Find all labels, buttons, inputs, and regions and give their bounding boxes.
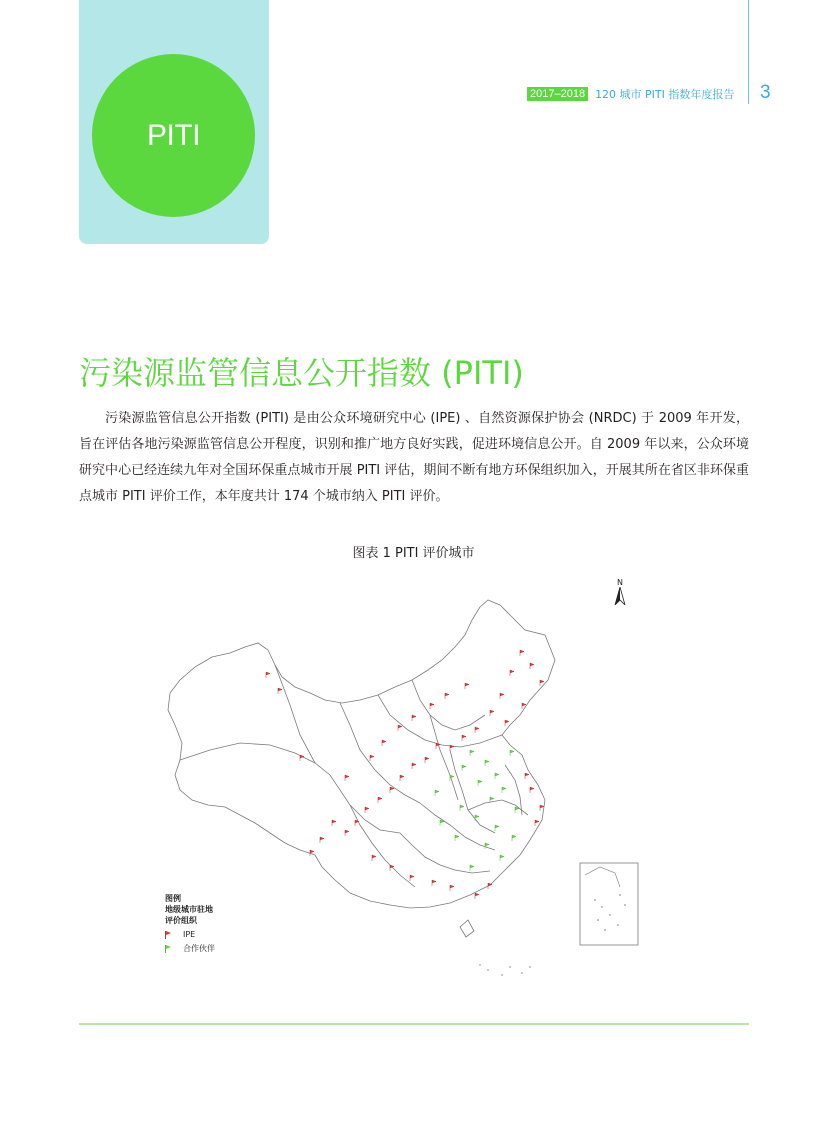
chapter-badge: [92, 54, 255, 217]
year-badge: 2017–2018: [527, 87, 588, 101]
ipe-city-markers: [266, 650, 544, 899]
report-title: 120 城市 PITI 指数年度报告: [595, 88, 735, 101]
header-divider: [748, 0, 749, 104]
figure-caption: 图表 1 PITI 评价城市: [352, 546, 475, 561]
page-number: 3: [760, 82, 771, 103]
legend-item-partner: [165, 943, 215, 954]
north-label: N: [617, 578, 623, 587]
north-arrow: [610, 578, 630, 607]
north-arrow-icon: [613, 587, 627, 605]
running-header: [527, 86, 734, 102]
china-map: [150, 575, 650, 990]
red-flag-icon: [165, 931, 173, 939]
section-title: 污染源监管信息公开指数 (PITI): [79, 354, 524, 392]
green-flag-icon: [165, 945, 173, 953]
legend-subtitle-2: 评价组织: [165, 916, 197, 925]
legend-item-ipe: [165, 929, 215, 940]
inset-south-china-sea: [580, 863, 638, 945]
legend-subtitle-1: 地级城市驻地: [165, 905, 213, 914]
map-legend: [165, 893, 215, 954]
map-outline: [168, 600, 555, 908]
legend-item-label: 合作伙伴: [183, 944, 215, 953]
footer-rule: [79, 1023, 749, 1025]
legend-title: 图例: [165, 894, 181, 903]
chapter-badge-label: PITI: [146, 118, 200, 152]
hainan-island: [460, 920, 474, 937]
legend-item-label: IPE: [183, 930, 196, 939]
body-paragraph: 污染源监管信息公开指数 (PITI) 是由公众环境研究中心 (IPE) 、自然资源保护协会 (NRDC) 于 2009 年开发，旨在评估各地污染源监管信息公开程度，识别和推广地方良好实践，促进环境信息公开。自 2009 年以来，公众环境研究中心已经连续九年对全国环保重点城市开展 PITI 评估，期间不断有地方环保组织加入，开展其所在省区非环保重点城市 PITI 评价工作，本年度共计 174 个城市纳入 PITI 评价。: [79, 411, 749, 504]
